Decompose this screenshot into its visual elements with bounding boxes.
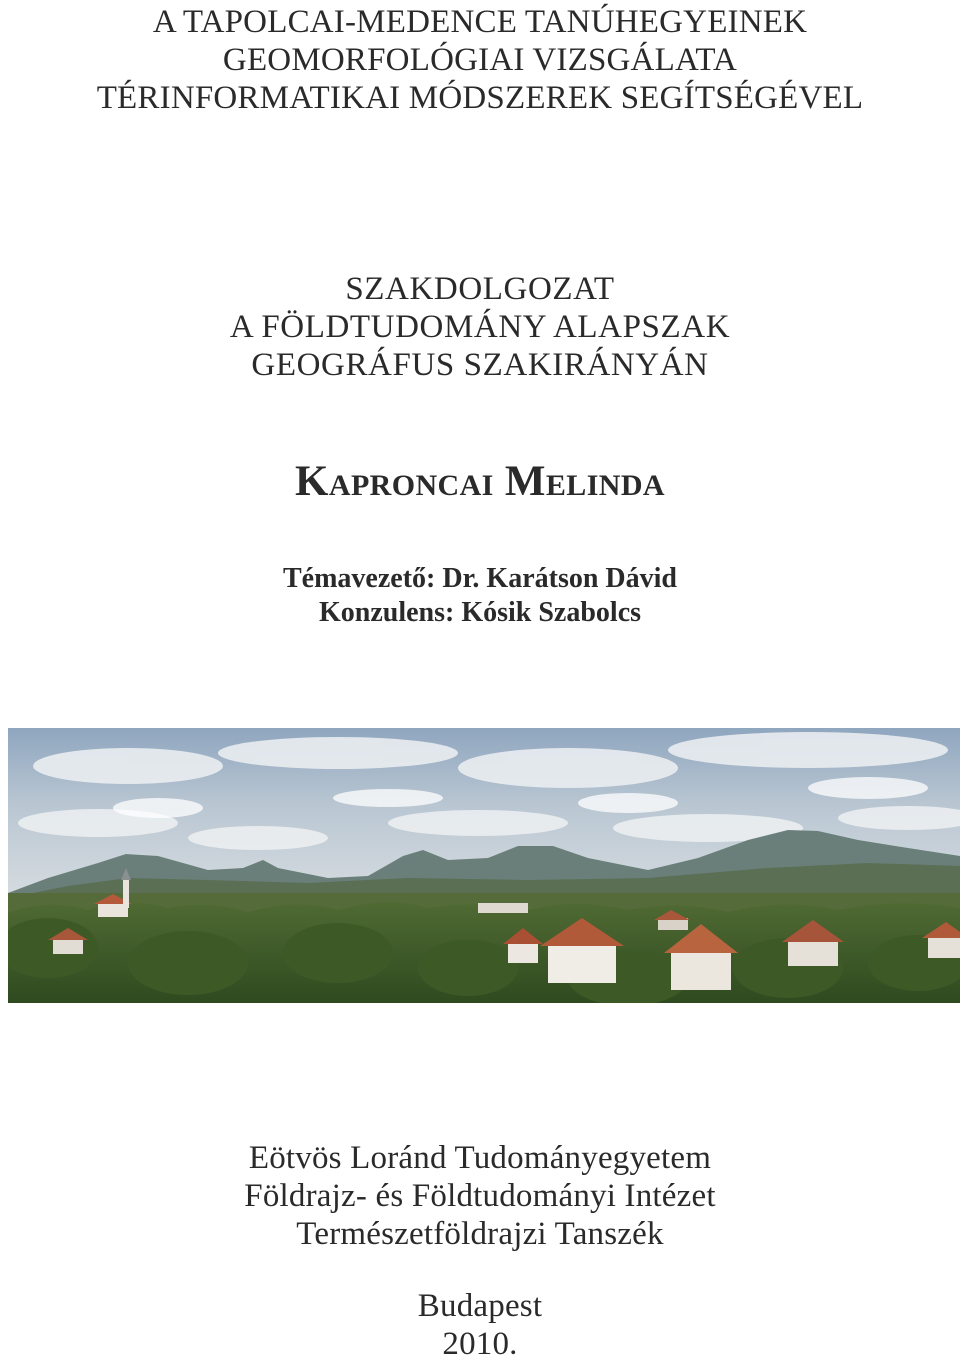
landscape-photo bbox=[8, 728, 960, 1003]
year: 2010. bbox=[442, 1326, 518, 1362]
subtitle-line-2: A FÖLDTUDOMÁNY ALAPSZAK bbox=[229, 309, 731, 345]
consultant-line: Konzulens: Kósik Szabolcs bbox=[318, 597, 642, 628]
place: Budapest bbox=[417, 1288, 543, 1324]
subtitle-line-3: GEOGRÁFUS SZAKIRÁNYÁN bbox=[251, 347, 709, 383]
title-line-2: GEOMORFOLÓGIAI VIZSGÁLATA bbox=[222, 42, 738, 78]
title-line-1: A TAPOLCAI-MEDENCE TANÚHEGYEINEK bbox=[152, 4, 808, 40]
institution-line-3: Természetföldrajzi Tanszék bbox=[296, 1216, 664, 1252]
title-line-3: TÉRINFORMATIKAI MÓDSZEREK SEGÍTSÉGÉVEL bbox=[96, 80, 864, 116]
institution-line-1: Eötvös Loránd Tudományegyetem bbox=[248, 1140, 712, 1176]
author-name: Kaproncai Melinda bbox=[295, 458, 665, 505]
supervisor-line: Témavezető: Dr. Karátson Dávid bbox=[282, 563, 677, 594]
subtitle-line-1: SZAKDOLGOZAT bbox=[345, 271, 615, 307]
institution-line-2: Földrajz- és Földtudományi Intézet bbox=[244, 1178, 716, 1214]
